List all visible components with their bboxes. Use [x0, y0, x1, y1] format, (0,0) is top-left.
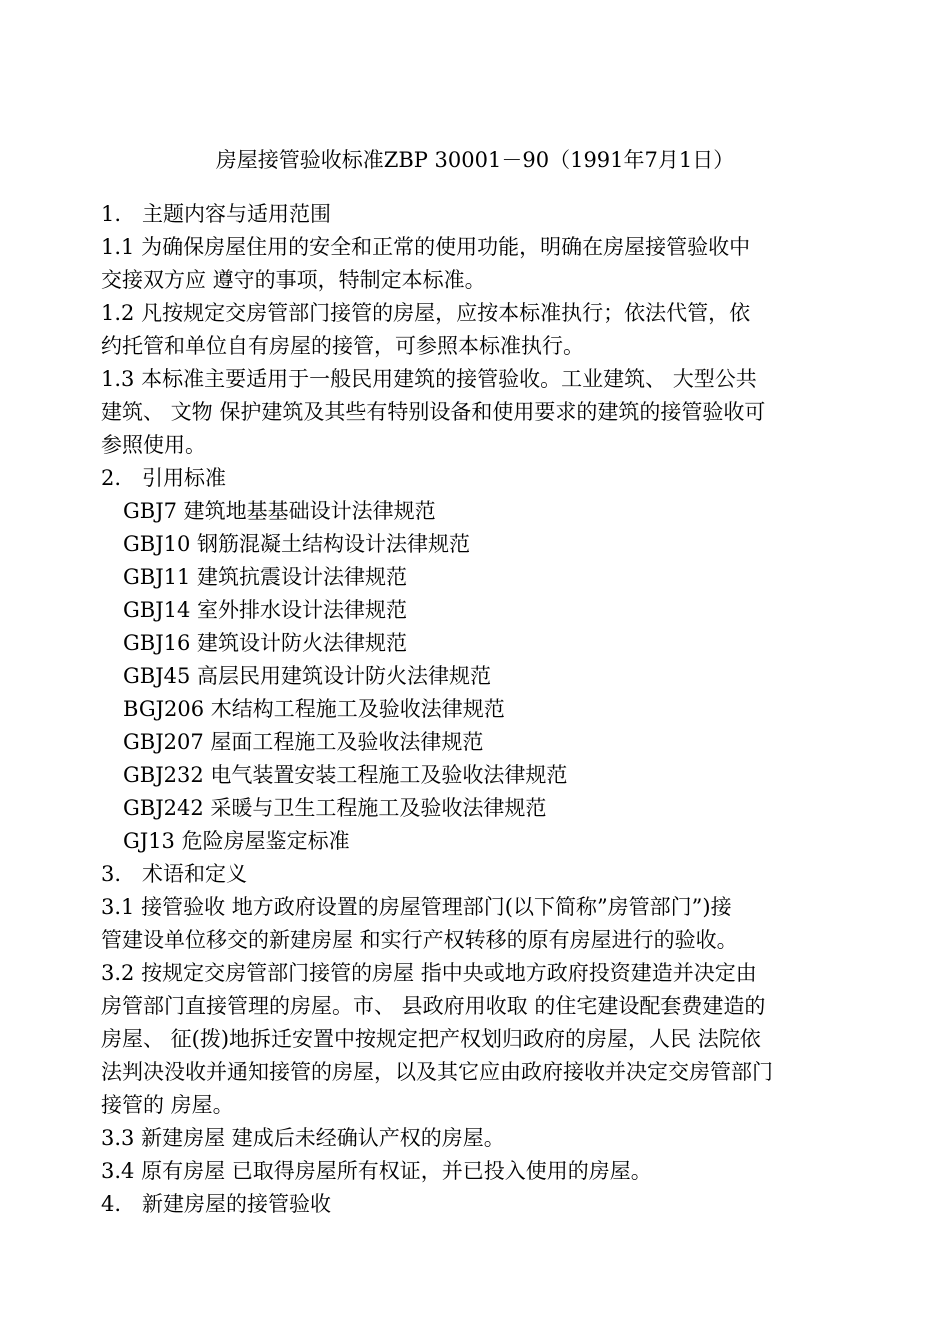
text-line: 约托管和单位自有房屋的接管，可参照本标准执行。 [101, 334, 584, 358]
reference-standard-line: GBJ14 室外排水设计法律规范 [123, 598, 408, 622]
text-line: 3. 术语和定义 [101, 862, 248, 886]
text-line: 3.2 按规定交房管部门接管的房屋 指中央或地方政府投资建造并决定由 [101, 961, 757, 985]
document-title: 房屋接管验收标准ZBP 30001－90（1991年7月1日） [215, 148, 735, 172]
reference-standard-line: GBJ7 建筑地基基础设计法律规范 [123, 499, 436, 523]
text-line: 1.1 为确保房屋住用的安全和正常的使用功能，明确在房屋接管验收中 [101, 235, 751, 259]
text-line: 2. 引用标准 [101, 466, 227, 490]
reference-standard-line: GBJ45 高层民用建筑设计防火法律规范 [123, 664, 492, 688]
text-line: 法判决没收并通知接管的房屋，以及其它应由政府接收并决定交房管部门 [101, 1060, 773, 1084]
text-line: 4. 新建房屋的接管验收 [101, 1192, 332, 1216]
reference-standard-line: GJ13 危险房屋鉴定标准 [123, 829, 350, 853]
text-line: 1.3 本标准主要适用于一般民用建筑的接管验收。工业建筑、 大型公共 [101, 367, 757, 391]
text-line: 参照使用。 [101, 433, 206, 457]
text-line: 3.4 原有房屋 已取得房屋所有权证，并已投入使用的房屋。 [101, 1159, 652, 1183]
text-line: 3.1 接管验收 地方政府设置的房屋管理部门(以下简称”房管部门”)接 [101, 895, 732, 919]
reference-standard-line: BGJ206 木结构工程施工及验收法律规范 [123, 697, 505, 721]
reference-standard-line: GBJ242 采暖与卫生工程施工及验收法律规范 [123, 796, 547, 820]
reference-standard-line: GBJ207 屋面工程施工及验收法律规范 [123, 730, 484, 754]
text-line: 房屋、 征(拨)地拆迁安置中按规定把产权划归政府的房屋，人民 法院依 [101, 1027, 761, 1051]
text-line: 房管部门直接管理的房屋。市、 县政府用收取 的住宅建设配套费建造的 [101, 994, 766, 1018]
reference-standard-line: GBJ232 电气装置安装工程施工及验收法律规范 [123, 763, 568, 787]
text-line: 接管的 房屋。 [101, 1093, 234, 1117]
text-line: 管建设单位移交的新建房屋 和实行产权转移的原有房屋进行的验收。 [101, 928, 738, 952]
text-line: 1. 主题内容与适用范围 [101, 202, 332, 226]
reference-standard-line: GBJ11 建筑抗震设计法律规范 [123, 565, 408, 589]
text-line: 1.2 凡按规定交房管部门接管的房屋，应按本标准执行；依法代管，依 [101, 301, 751, 325]
document-body [101, 198, 846, 1221]
text-line: 3.3 新建房屋 建成后未经确认产权的房屋。 [101, 1126, 505, 1150]
text-line: 建筑、 文物 保护建筑及其些有特别设备和使用要求的建筑的接管验收可 [101, 400, 766, 424]
text-line: 交接双方应 遵守的事项，特制定本标准。 [101, 268, 486, 292]
reference-standard-line: GBJ16 建筑设计防火法律规范 [123, 631, 408, 655]
reference-standard-line: GBJ10 钢筋混凝土结构设计法律规范 [123, 532, 471, 556]
